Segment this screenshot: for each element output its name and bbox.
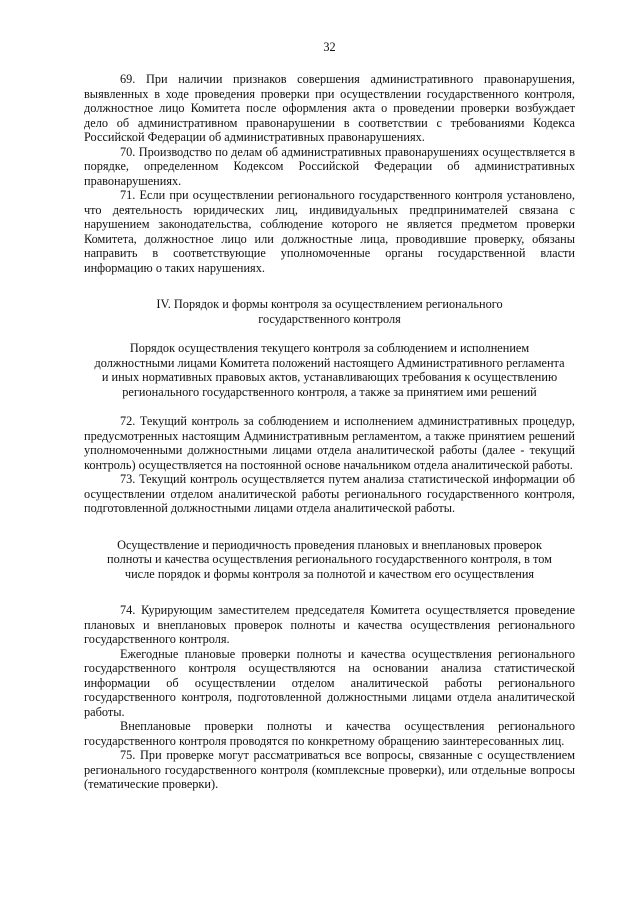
paragraph-72: 72. Текущий контроль за соблюдением и исполнением административных процедур, предусмотренных настоящим Административным регламентом, а также принятием решений уполномоченными должностными лицами отдела аналитической работы (далее - текущий контроль) осуществляется на постоянной основе начальником отдела аналитической работы. (84, 414, 575, 472)
paragraph-69: 69. При наличии признаков совершения административного правонарушения, выявленных в ходе проведения проверки при осуществлении государственного контроля, должностное лицо Комитета после оформления акта о проведении проверки возбуждает дело об административном правонарушении в соответствии с требованиями Кодекса Российской Федерации об административных правонарушениях. (84, 72, 575, 144)
document-body (84, 72, 575, 792)
subheading-current-control: Порядок осуществления текущего контроля за соблюдением и исполнением должностными лицами Комитета положений настоящего Административного регламента и иных нормативных правовых актов, устанавливающих требования к осуществлению регионального государственного контроля, а также за принятием ими решений (94, 341, 565, 399)
document-page (84, 0, 575, 905)
paragraph-75: 75. При проверке могут рассматриваться все вопросы, связанные с осуществлением регионального государственного контроля (комплексные проверки), или отдельные вопросы (тематические проверки). (84, 748, 575, 791)
paragraph-71: 71. Если при осуществлении регионального государственного контроля установлено, что деятельность юридических лиц, индивидуальных предпринимателей связана с нарушением законодательства, соблюдение которого не является предметом проверки Комитета, должностное лицо или должностные лица, проводившие проверку, обязаны направить в соответствующие уполномоченные органы государственной власти информацию о таких нарушениях. (84, 188, 575, 275)
paragraph-74: 74. Курирующим заместителем председателя Комитета осуществляется проведение плановых и внеплановых проверок полноты и качества осуществления регионального государственного контроля. (84, 603, 575, 646)
subheading-inspections: Осуществление и периодичность проведения плановых и внеплановых проверок полноты и качества осуществления регионального государственного контроля, в том числе порядок и формы контроля за полнотой и качеством его осуществления (107, 537, 552, 581)
section-heading: IV. Порядок и формы контроля за осуществлением регионального государственного контроля (156, 297, 503, 326)
paragraph-70: 70. Производство по делам об административных правонарушениях осуществляется в порядке, определенном Кодексом Российской Федерации об административных правонарушениях. (84, 144, 575, 188)
page-number: 32 (323, 40, 336, 54)
paragraph-annual-inspections: Ежегодные плановые проверки полноты и качества осуществления регионального государственного контроля осуществляются на основании анализа статистической информации об осуществлении отделом аналитической работы регионального государственного контроля, подготовленной должностными лицами отдела аналитической работы. (84, 646, 575, 719)
paragraph-73: 73. Текущий контроль осуществляется путем анализа статистической информации об осуществлении отделом аналитической работы регионального государственного контроля, подготовленной должностными лицами отдела аналитической работы. (84, 472, 575, 515)
paragraph-unscheduled-inspections: Внеплановые проверки полноты и качества осуществления регионального государственного контроля проводятся по конкретному обращению заинтересованных лиц. (84, 719, 575, 748)
